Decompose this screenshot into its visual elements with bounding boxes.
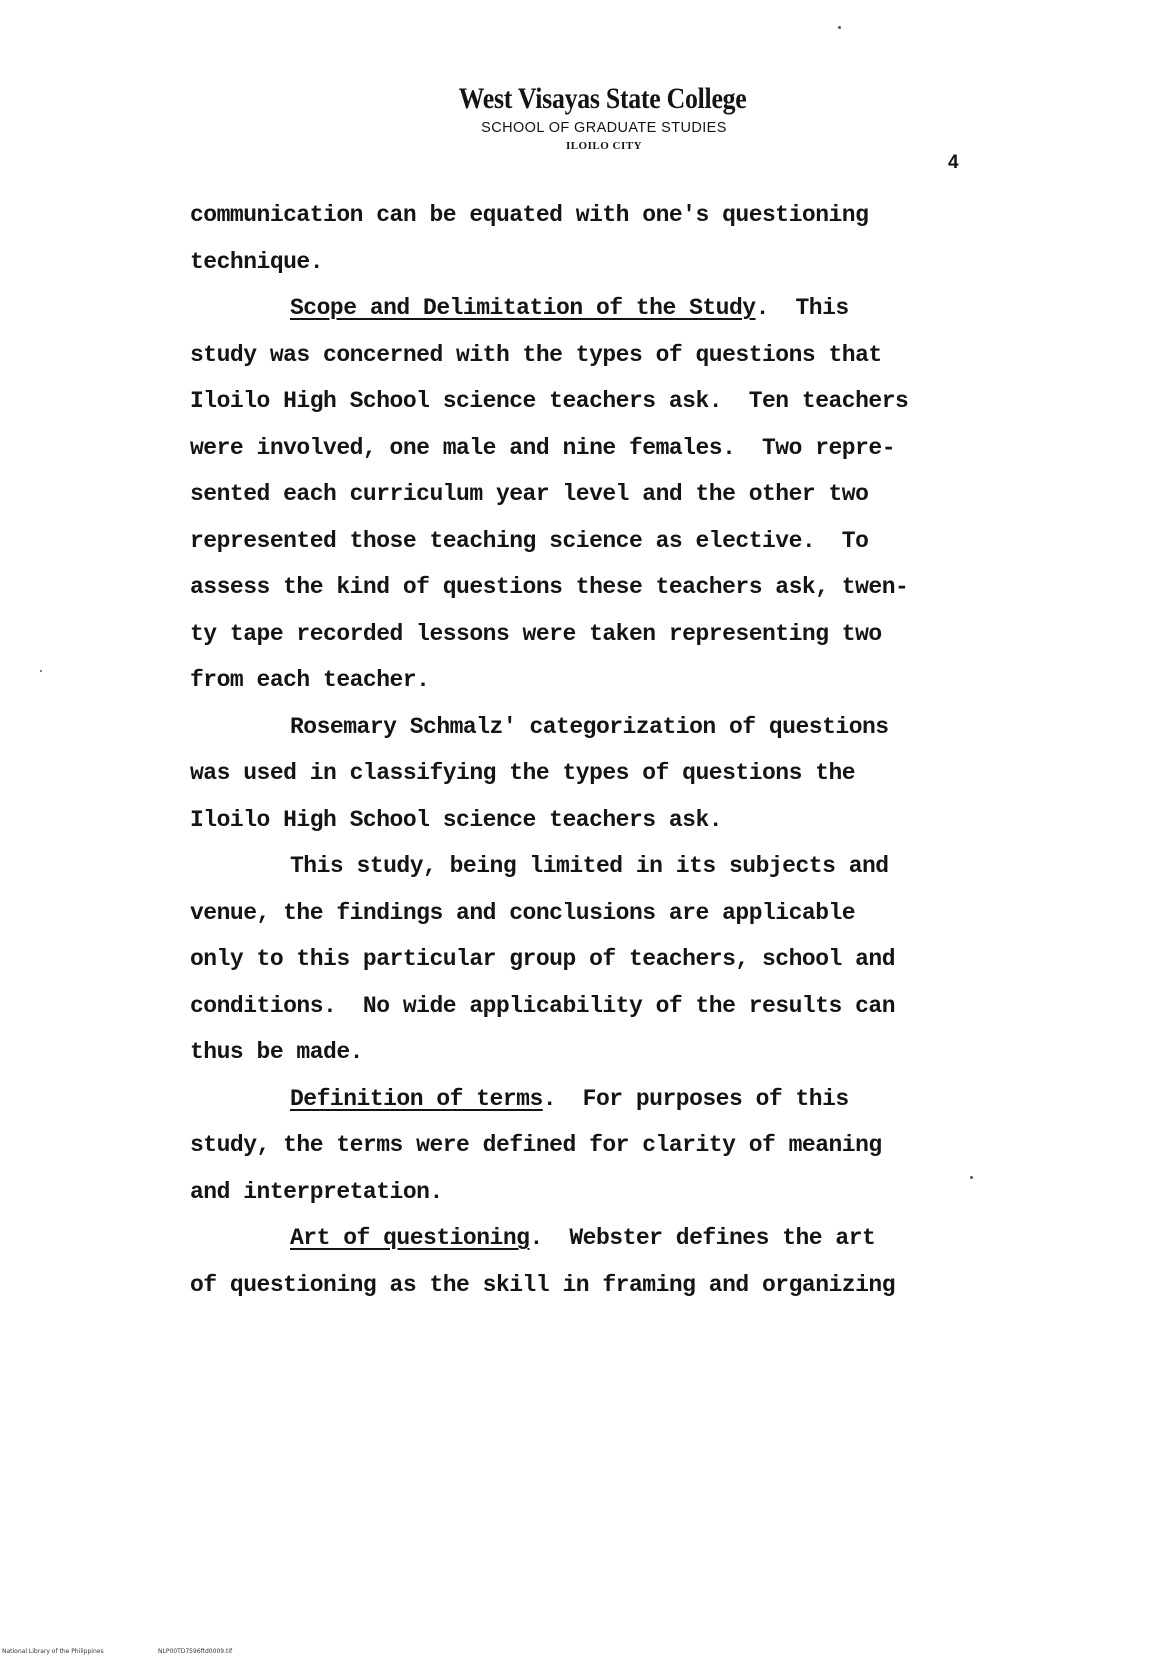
text-fragment: . For purposes of this: [542, 1085, 849, 1112]
text-line: Iloilo High School science teachers ask.: [190, 806, 723, 833]
text-line: Rosemary Schmalz' categorization of questions: [290, 713, 889, 740]
text-line: venue, the findings and conclusions are applicable: [190, 899, 856, 926]
text-line: and interpretation.: [190, 1178, 443, 1205]
text-line: were involved, one male and nine females. Two repre-: [190, 434, 896, 461]
section-heading-line: [190, 1215, 990, 1262]
section-heading-line: [190, 285, 990, 332]
text-line: only to this particular group of teachers, school and: [190, 946, 896, 972]
text-line: sented each curriculum year level and the other two: [190, 481, 869, 507]
section-heading-definition: Definition of terms: [290, 1085, 543, 1112]
text-line: study, the terms were defined for clarity of meaning: [190, 1132, 882, 1158]
text-line: Iloilo High School science teachers ask. Ten teachers: [190, 388, 909, 414]
scan-speck: [40, 670, 42, 672]
scan-speck: [838, 26, 841, 29]
page-number: 4: [948, 152, 959, 173]
text-line: communication can be equated with one's questioning: [190, 202, 869, 228]
text-fragment: . Webster defines the art: [529, 1225, 876, 1251]
scan-speck: [970, 1176, 973, 1179]
section-heading-line: [190, 1076, 990, 1123]
text-line: study was concerned with the types of questions that: [190, 341, 882, 368]
footer-filename: NLP00TD7596ftd0009.tif: [158, 1648, 233, 1655]
text-line: represented those teaching science as elective. To: [190, 527, 869, 554]
text-line: This study, being limited in its subjects and: [290, 853, 889, 879]
text-line: conditions. No wide applicability of the results can: [190, 992, 896, 1019]
text-line: of questioning as the skill in framing and organizing: [190, 1271, 896, 1298]
text-line: thus be made.: [190, 1039, 363, 1065]
text-line: was used in classifying the types of questions the: [190, 760, 856, 786]
text-fragment: . This: [755, 295, 849, 321]
text-line: assess the kind of questions these teachers ask, twen-: [190, 574, 909, 600]
college-name: West Visayas State College: [458, 82, 747, 115]
school-name: SCHOOL OF GRADUATE STUDIES: [481, 120, 727, 136]
footer-library: National Library of the Philippines: [2, 1648, 104, 1655]
city-name: ILOILO CITY: [565, 140, 643, 152]
section-heading-art: Art of questioning: [290, 1225, 530, 1251]
body-text: [190, 192, 990, 1308]
text-line: from each teacher.: [190, 667, 430, 693]
text-line: technique.: [190, 248, 324, 275]
text-line: ty tape recorded lessons were taken representing two: [190, 620, 882, 647]
section-heading-scope: Scope and Delimitation of the Study: [290, 295, 756, 321]
